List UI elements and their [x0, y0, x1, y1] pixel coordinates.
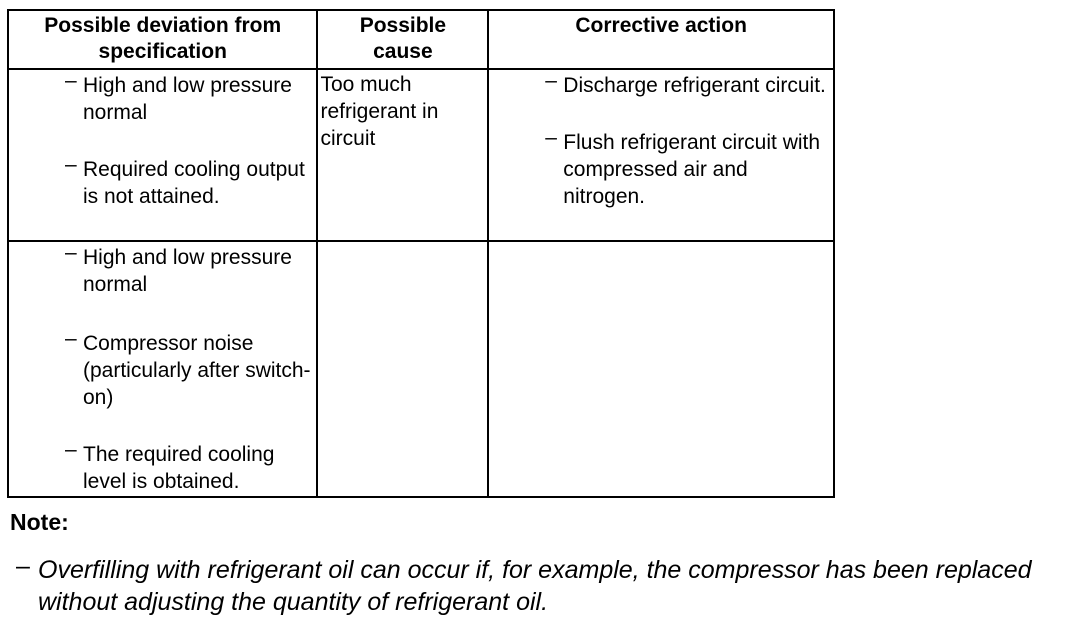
table-row: [8, 241, 834, 497]
table-header-row: [8, 10, 834, 69]
spec-table: [7, 9, 835, 498]
list-item: – Compressor noise (particularly after switch-on): [65, 327, 311, 409]
cause-cell: [317, 241, 488, 497]
deviation-cell: [8, 69, 317, 241]
header-deviation: Possible deviation from specification: [8, 10, 317, 69]
note-text-block: [16, 552, 1086, 618]
list-item: – Required cooling output is not attained.: [65, 153, 305, 208]
list-item: – The required cooling level is obtained.: [65, 438, 275, 493]
header-action: Corrective action: [488, 10, 834, 69]
action-cell: [488, 241, 834, 497]
list-item: – High and low pressure normal: [65, 69, 292, 124]
list-item: – Flush refrigerant circuit with compressed air and nitrogen.: [545, 126, 821, 208]
table-row: [8, 69, 834, 241]
action-cell: [488, 69, 834, 241]
note-bullet: –: [16, 552, 30, 580]
header-cause: Possible cause: [317, 10, 488, 69]
cause-cell: Too much refrigerant in circuit: [317, 69, 488, 241]
list-item: – Discharge refrigerant circuit.: [545, 69, 826, 97]
note-heading: Note:: [10, 509, 69, 535]
note-text: Overfilling with refrigerant oil can occur if, for example, the compressor has been replaced without adjusting the quantity of refrigerant oil.: [38, 556, 1032, 616]
list-item: – High and low pressure normal: [65, 241, 292, 296]
deviation-cell: [8, 241, 317, 497]
